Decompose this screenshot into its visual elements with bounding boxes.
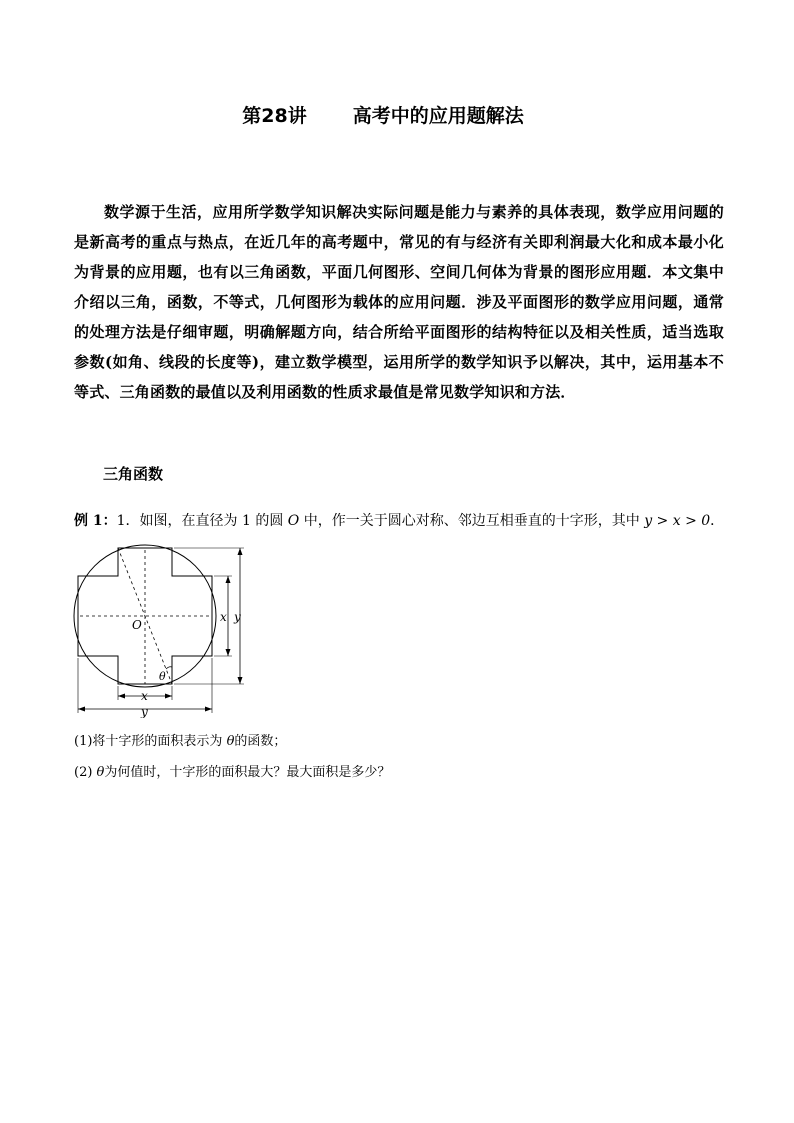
intro-paragraph: 数学源于生活，应用所学数学知识解决实际问题是能力与素养的具体表现，数学应用问题的是新高考的重点与热点，在近几年的高考题中，常见的有与经济有关即利润最大化和成本最小化为背景的应用题，也有以三角函数，平面几何图形、空间几何体为背景的图形应用题．本文集中介绍以三角，函数，不等式，几何图形为载体的应用问题．涉及平面图形的数学应用问题，通常的处理方法是仔细审题，明确解题方向，结合所给平面图形的结构特征以及相关性质，适当选取参数(如角、线段的长度等)，建立数学模型，运用所学的数学知识予以解决，其中，运用基本不等式、三角函数的最值以及利用函数的性质求最值是常见数学知识和方法．: [74, 203, 724, 401]
question-2: [74, 764, 390, 782]
q2-suffix: 为何值时，十字形的面积最大？最大面积是多少？: [104, 765, 391, 780]
x-dim-arrow-right: [165, 694, 172, 699]
example-text-before: 1．如图，在直径为 1 的圆: [116, 513, 288, 529]
q2-prefix: (2): [74, 765, 97, 780]
lecture-topic: 高考中的应用题解法: [352, 105, 524, 127]
circle-name: O: [287, 513, 300, 529]
question-1: [74, 733, 286, 751]
cross-in-circle-figure: [66, 544, 256, 718]
q1-suffix: 的函数；: [234, 734, 287, 749]
y-label-right: y: [234, 610, 241, 624]
q1-variable: θ: [226, 734, 235, 749]
q1-prefix: (1)将十字形的面积表示为: [74, 734, 227, 749]
q2-variable: θ: [96, 765, 105, 780]
page-title: [0, 103, 766, 129]
example-label: 例 1：: [74, 513, 117, 529]
example-text-middle: 中，作一关于圆心对称、邻边互相垂直的十字形，其中: [299, 513, 645, 529]
x-label-bottom: x: [141, 689, 148, 703]
theta-arc: [166, 667, 172, 669]
y-dim-arrow-left: [78, 707, 85, 712]
x-dim-arrow-left: [118, 694, 125, 699]
x-dim-arrow-bottom: [226, 649, 231, 656]
y-dim-arrow-top: [238, 548, 243, 555]
lecture-number: 第28讲: [242, 105, 307, 127]
x-label-right: x: [220, 610, 227, 624]
example-1: [74, 511, 724, 531]
example-text-end: ．: [710, 513, 725, 529]
y-label-bottom: y: [141, 705, 148, 718]
x-dim-arrow-top: [226, 576, 231, 583]
y-dim-arrow-right: [205, 707, 212, 712]
center-label: O: [132, 618, 142, 632]
y-dim-arrow-bottom: [238, 677, 243, 684]
theta-label: θ: [159, 670, 166, 683]
section-heading: 三角函数: [103, 465, 164, 483]
example-condition: y > x > 0: [644, 513, 711, 529]
